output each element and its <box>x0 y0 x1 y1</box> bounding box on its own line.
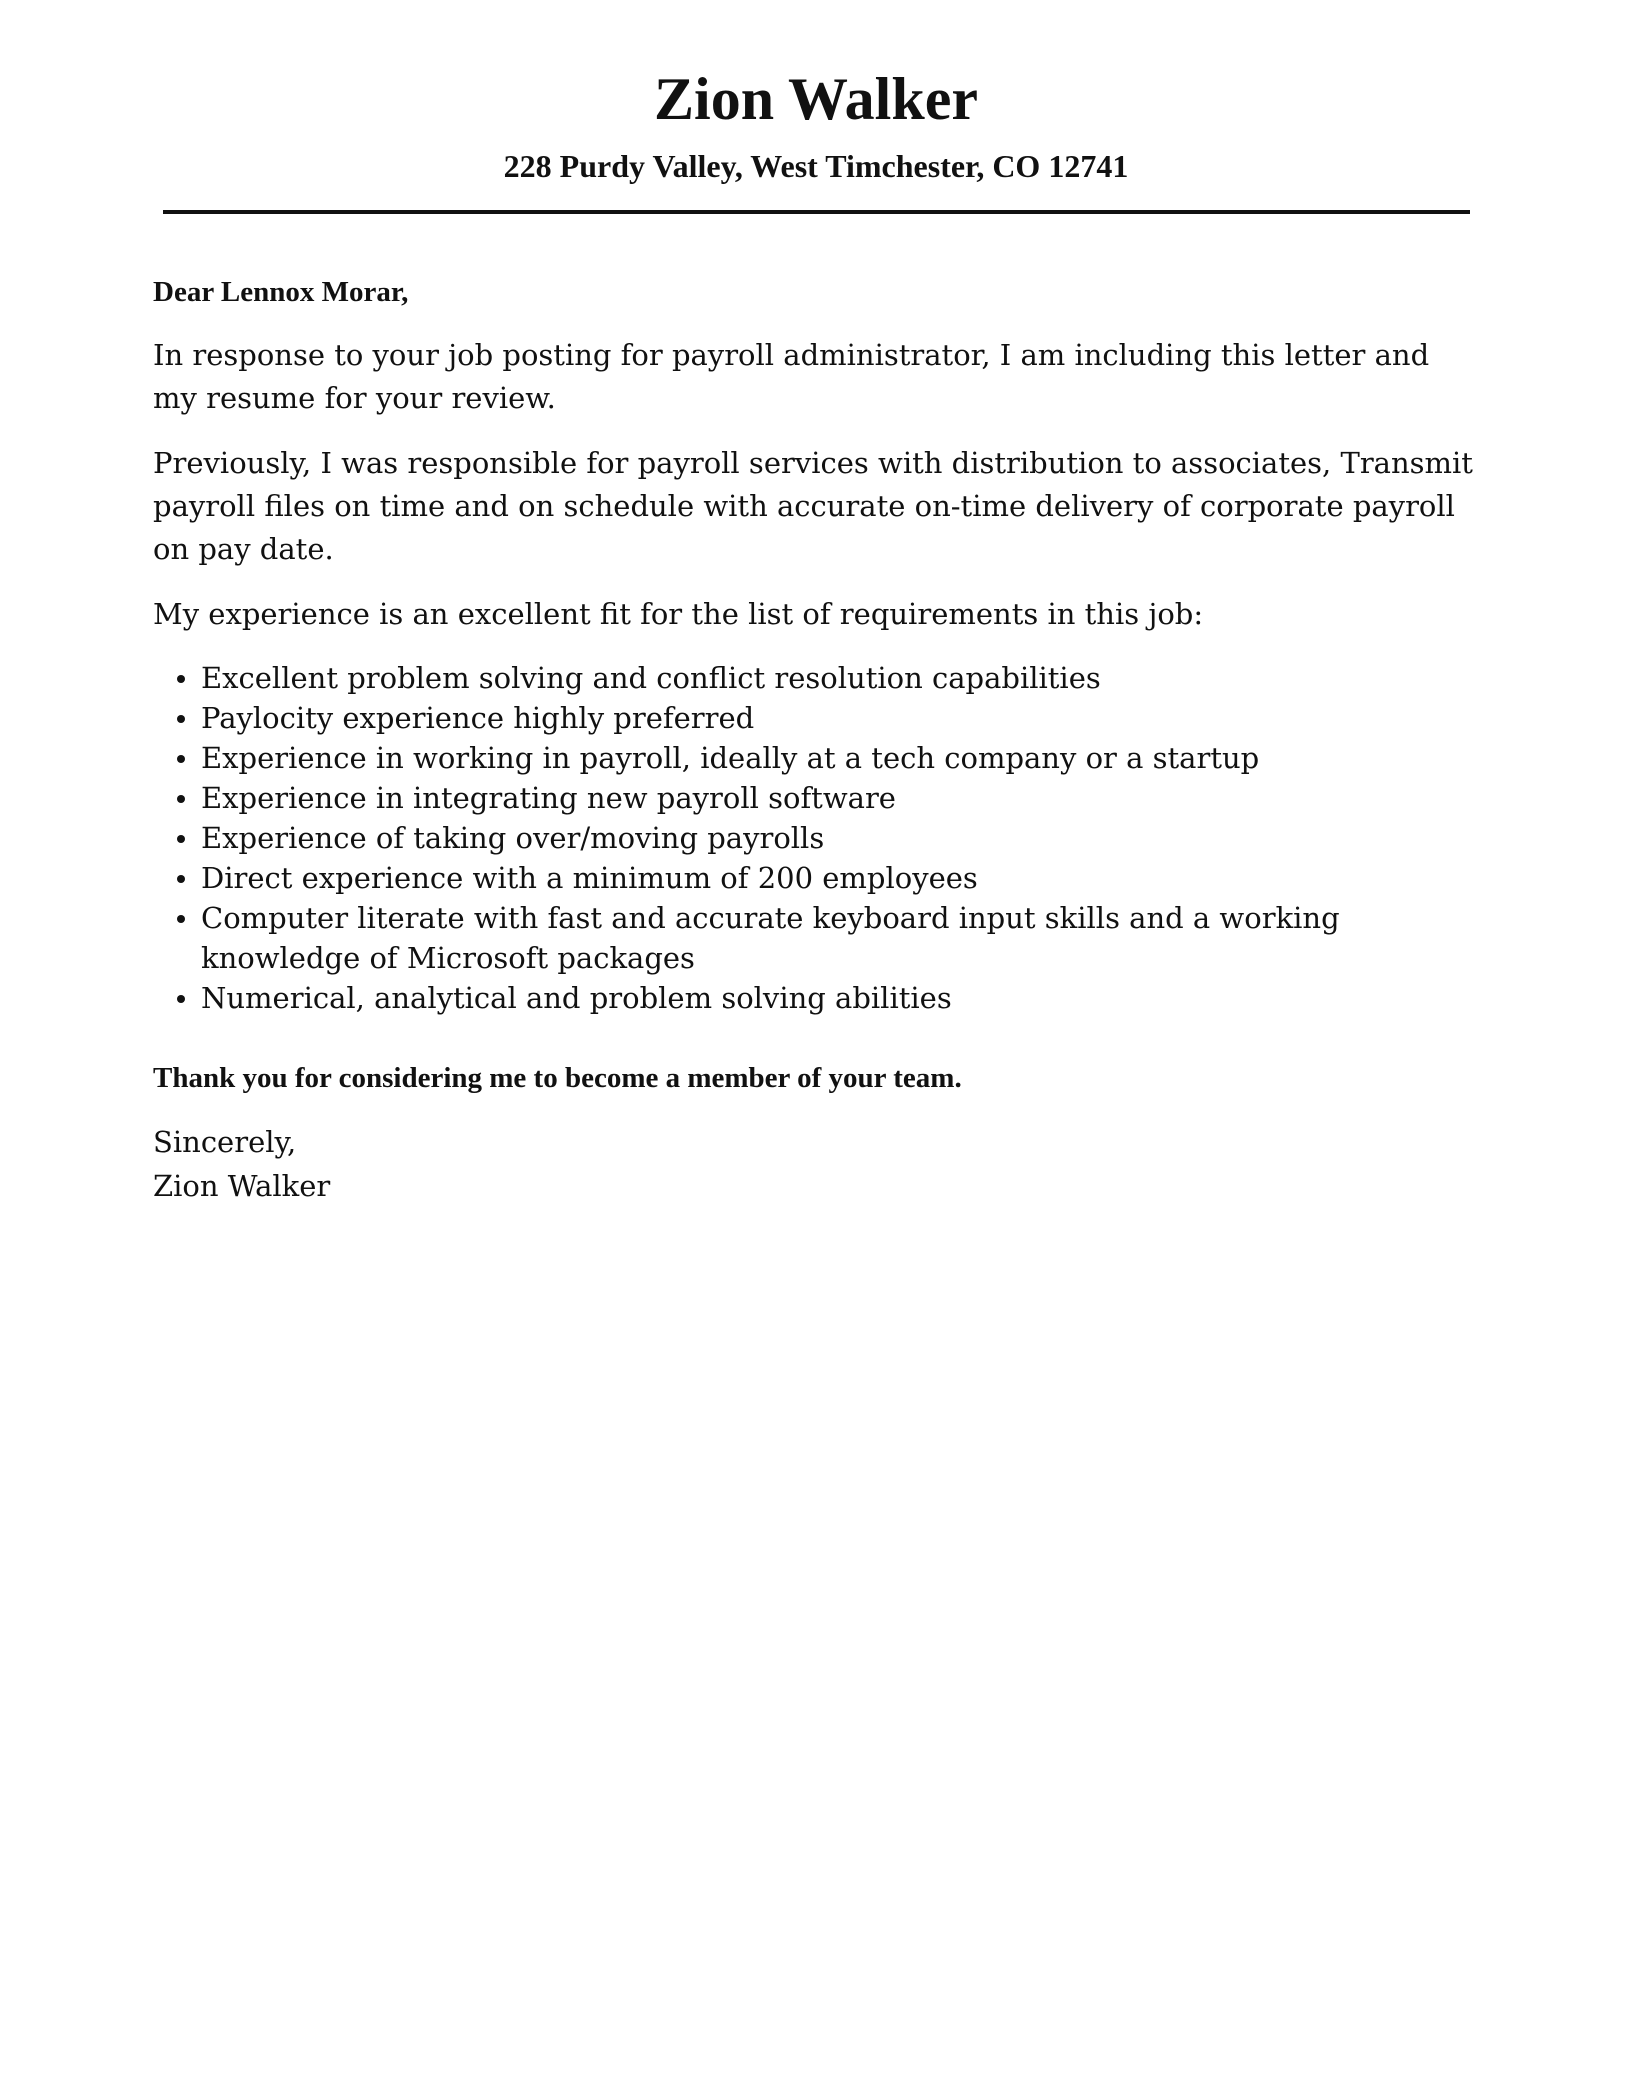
sender-name: Zion Walker <box>654 66 978 132</box>
list-item-text: Direct experience with a minimum of 200 employees <box>201 861 978 895</box>
header-divider <box>163 210 1470 214</box>
list-item-text: Experience in integrating new payroll software <box>201 781 896 815</box>
signoff-block <box>153 1120 1473 1208</box>
bullet-icon <box>177 795 185 803</box>
bullet-icon <box>177 875 185 883</box>
list-item <box>153 778 1473 818</box>
list-item <box>153 738 1473 778</box>
letter-body <box>153 272 1473 1208</box>
signature: Zion Walker <box>153 1169 331 1203</box>
signoff: Sincerely, <box>153 1125 297 1159</box>
sender-address: 228 Purdy Valley, West Timchester, CO 12741 <box>503 148 1129 184</box>
letter-header <box>160 60 1472 186</box>
list-item <box>153 858 1473 898</box>
salutation: Dear Lennox Morar, <box>153 276 409 308</box>
list-item <box>153 658 1473 698</box>
list-item-text: Experience of taking over/moving payrolls <box>201 821 825 855</box>
bullet-icon <box>177 675 185 683</box>
bullet-icon <box>177 835 185 843</box>
bullet-icon <box>177 915 185 923</box>
bullet-icon <box>177 755 185 763</box>
requirements-intro: My experience is an excellent fit for the list of requirements in this job: <box>153 597 1204 631</box>
requirements-list <box>153 658 1473 1018</box>
closing-line: Thank you for considering me to become a member of your team. <box>153 1062 962 1094</box>
list-item <box>153 698 1473 738</box>
list-item <box>153 978 1473 1018</box>
experience-paragraph: Previously, I was responsible for payroll services with distribution to associates, Transmit payroll files on time and on schedule with accurate on-time delivery of corporate payroll on pay date. <box>153 446 1473 566</box>
list-item <box>153 818 1473 858</box>
list-item-text: Paylocity experience highly preferred <box>201 701 755 735</box>
intro-paragraph: In response to your job posting for payroll administrator, I am including this letter and my resume for your review. <box>153 338 1430 415</box>
list-item-text: Excellent problem solving and conflict resolution capabilities <box>201 661 1101 695</box>
list-item-text: Numerical, analytical and problem solving abilities <box>201 981 952 1015</box>
list-item <box>153 898 1473 978</box>
list-item-text: Computer literate with fast and accurate keyboard input skills and a working knowledge of Microsoft packages <box>201 901 1340 975</box>
list-item-text: Experience in working in payroll, ideally at a tech company or a startup <box>201 741 1260 775</box>
bullet-icon <box>177 715 185 723</box>
bullet-icon <box>177 995 185 1003</box>
